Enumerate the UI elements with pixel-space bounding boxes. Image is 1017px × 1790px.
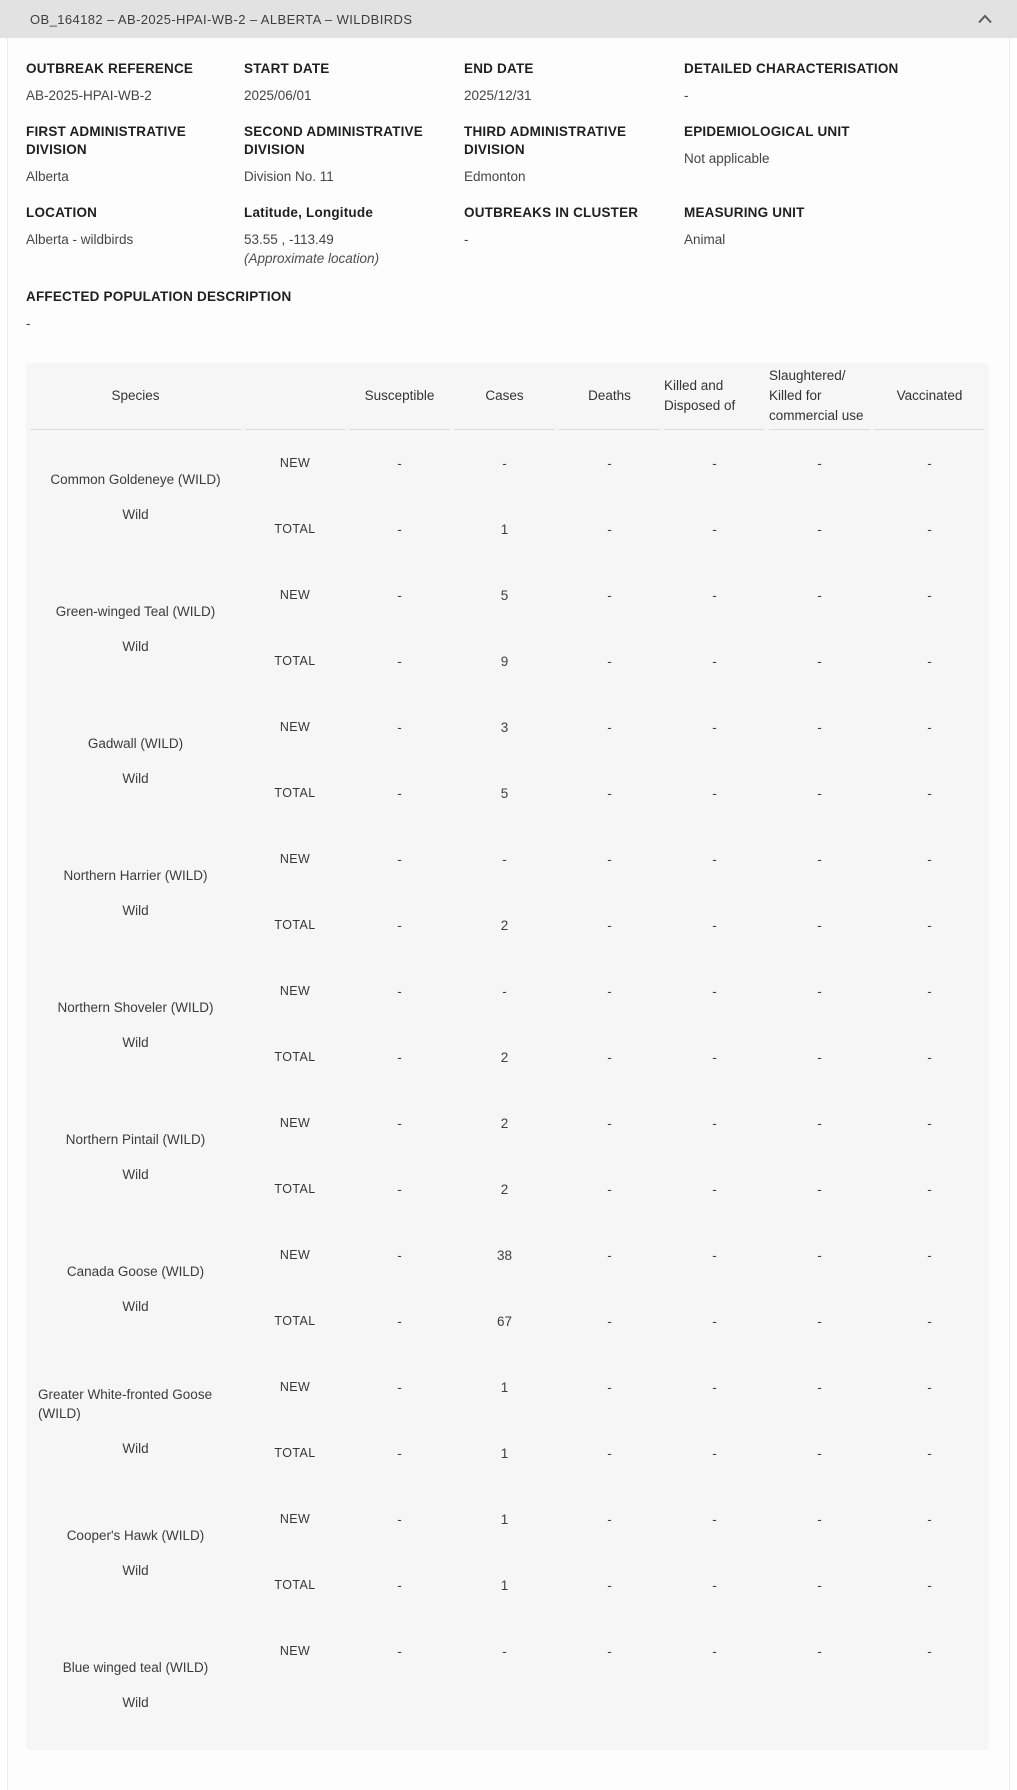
species-name: Northern Shoveler (WILD)	[57, 1000, 214, 1015]
value-cell: -	[397, 1445, 402, 1461]
value-cell: -	[607, 983, 612, 999]
field-label: AFFECTED POPULATION DESCRIPTION	[26, 289, 292, 304]
row-label-new: NEW	[279, 1380, 311, 1394]
column-header-rowtype	[245, 363, 345, 430]
value-cell: -	[927, 455, 932, 471]
species-type: Wild	[122, 771, 149, 786]
value-cell: -	[927, 1445, 932, 1461]
value-cell: -	[397, 653, 402, 669]
value-cell: -	[817, 1181, 822, 1197]
species-row-new	[30, 1486, 985, 1552]
row-label-new: NEW	[279, 720, 311, 734]
value-cell: -	[502, 851, 507, 867]
column-header-deaths: Deaths	[559, 363, 660, 430]
value-cell: -	[927, 917, 932, 933]
value-cell: -	[397, 1049, 402, 1065]
column-header-slaughtered: Slaughtered/ Killed for commercial use	[769, 363, 870, 430]
row-label-new: NEW	[279, 1644, 311, 1658]
species-name: Blue winged teal (WILD)	[62, 1660, 209, 1675]
value-cell: -	[607, 653, 612, 669]
value-cell: -	[817, 1379, 822, 1395]
column-header-killed-disposed: Killed and Disposed of	[664, 363, 765, 430]
species-name: Common Goldeneye (WILD)	[50, 472, 221, 487]
species-type: Wild	[122, 1695, 149, 1710]
field-value: 2025/12/31	[464, 88, 532, 103]
value-cell: -	[607, 917, 612, 933]
value-cell: 2	[500, 1049, 509, 1065]
field-third-admin-division	[464, 123, 684, 186]
species-table-header-row	[30, 363, 985, 430]
value-cell: -	[607, 1643, 612, 1659]
species-row-new	[30, 1222, 985, 1288]
value-cell	[454, 1684, 555, 1750]
field-value: -	[26, 316, 31, 331]
species-name: Northern Pintail (WILD)	[65, 1132, 206, 1147]
value-cell: -	[817, 1577, 822, 1593]
field-value: 53.55 , -113.49	[244, 232, 334, 247]
species-name: Green-winged Teal (WILD)	[55, 604, 216, 619]
value-cell: -	[397, 587, 402, 603]
field-label: OUTBREAKS IN CLUSTER	[464, 205, 639, 220]
field-label: MEASURING UNIT	[684, 205, 805, 220]
row-label-total: TOTAL	[274, 786, 316, 800]
field-label: OUTBREAK REFERENCE	[26, 61, 194, 76]
row-label-new: NEW	[279, 852, 311, 866]
value-cell: -	[712, 1115, 717, 1131]
value-cell: -	[607, 1049, 612, 1065]
value-cell: -	[927, 785, 932, 801]
field-value: -	[684, 88, 689, 103]
value-cell: -	[927, 1379, 932, 1395]
value-cell: -	[817, 521, 822, 537]
value-cell: -	[712, 719, 717, 735]
value-cell: -	[607, 719, 612, 735]
value-cell: -	[817, 983, 822, 999]
value-cell: -	[927, 1577, 932, 1593]
value-cell: -	[607, 1577, 612, 1593]
value-cell: -	[607, 587, 612, 603]
value-cell: -	[607, 1115, 612, 1131]
species-type: Wild	[122, 1167, 149, 1182]
approximate-location-note: (Approximate location)	[244, 251, 380, 266]
field-label: FIRST ADMINISTRATIVE DIVISION	[26, 124, 186, 157]
value-cell: -	[502, 1643, 507, 1659]
value-cell: -	[817, 1247, 822, 1263]
field-outbreak-reference	[26, 60, 244, 105]
value-cell: 1	[500, 1577, 509, 1593]
value-cell: -	[397, 1511, 402, 1527]
value-cell: -	[817, 851, 822, 867]
value-cell: -	[712, 1247, 717, 1263]
field-label: LOCATION	[26, 205, 98, 220]
value-cell: -	[712, 1049, 717, 1065]
value-cell	[874, 1684, 985, 1750]
value-cell: -	[817, 1313, 822, 1329]
field-measuring-unit	[684, 204, 991, 268]
value-cell: -	[607, 1445, 612, 1461]
value-cell: -	[397, 983, 402, 999]
value-cell: -	[712, 587, 717, 603]
value-cell: -	[397, 455, 402, 471]
species-name: Canada Goose (WILD)	[66, 1264, 205, 1279]
value-cell: -	[712, 1379, 717, 1395]
outbreak-fields	[26, 60, 991, 286]
value-cell: 5	[500, 587, 509, 603]
value-cell: -	[397, 1181, 402, 1197]
value-cell: -	[817, 455, 822, 471]
species-cell	[30, 1618, 241, 1750]
species-name: Gadwall (WILD)	[87, 736, 184, 751]
value-cell: 5	[500, 785, 509, 801]
row-label-total: TOTAL	[274, 1446, 316, 1460]
value-cell: -	[397, 1577, 402, 1593]
field-label: DETAILED CHARACTERISATION	[684, 61, 899, 76]
value-cell: -	[397, 1379, 402, 1395]
value-cell: 2	[500, 917, 509, 933]
row-label-total: TOTAL	[274, 654, 316, 668]
value-cell: -	[927, 851, 932, 867]
value-cell: -	[927, 1313, 932, 1329]
field-value: Alberta	[26, 169, 69, 184]
value-cell: -	[397, 1115, 402, 1131]
value-cell: -	[817, 785, 822, 801]
value-cell	[349, 1684, 450, 1750]
species-cell	[30, 562, 241, 694]
value-cell: -	[712, 1643, 717, 1659]
value-cell: -	[397, 917, 402, 933]
value-cell: -	[927, 1115, 932, 1131]
row-label-new: NEW	[279, 1512, 311, 1526]
field-value: -	[464, 232, 469, 247]
value-cell: -	[607, 785, 612, 801]
value-cell: -	[817, 719, 822, 735]
row-label-new: NEW	[279, 984, 311, 998]
value-cell: -	[712, 917, 717, 933]
row-label-total	[245, 1684, 345, 1750]
species-name: Northern Harrier (WILD)	[63, 868, 208, 883]
species-type: Wild	[122, 1035, 149, 1050]
species-cell	[30, 958, 241, 1090]
value-cell: -	[927, 1247, 932, 1263]
value-cell: 1	[500, 1511, 509, 1527]
field-location	[26, 204, 244, 268]
field-outbreaks-in-cluster	[464, 204, 684, 268]
value-cell: -	[817, 917, 822, 933]
column-header-cases: Cases	[454, 363, 555, 430]
species-row-new	[30, 1354, 985, 1420]
value-cell: -	[607, 1247, 612, 1263]
value-cell: -	[817, 1049, 822, 1065]
value-cell: -	[817, 1511, 822, 1527]
species-row-new	[30, 430, 985, 496]
value-cell: -	[712, 1577, 717, 1593]
value-cell: -	[712, 785, 717, 801]
outbreak-title: OB_164182 – AB-2025-HPAI-WB-2 – ALBERTA – WILDBIRDS	[30, 11, 413, 27]
row-label-new: NEW	[279, 1248, 311, 1262]
field-detailed-characterisation	[684, 60, 991, 105]
species-table-card	[26, 363, 991, 1750]
value-cell: 1	[500, 521, 509, 537]
value-cell: -	[712, 1313, 717, 1329]
value-cell: -	[927, 983, 932, 999]
chevron-up-icon[interactable]	[977, 14, 993, 24]
value-cell: -	[712, 521, 717, 537]
value-cell: -	[607, 521, 612, 537]
species-cell	[30, 430, 241, 562]
field-value: Animal	[684, 232, 726, 247]
species-row-new	[30, 1618, 985, 1684]
value-cell: 1	[500, 1379, 509, 1395]
value-cell: 67	[496, 1313, 513, 1329]
field-value: 2025/06/01	[244, 88, 312, 103]
field-value: Alberta - wildbirds	[26, 232, 134, 247]
species-name: Greater White-fronted Goose (WILD)	[38, 1386, 213, 1421]
species-type: Wild	[122, 1440, 149, 1456]
value-cell: -	[817, 587, 822, 603]
row-label-total: TOTAL	[274, 1578, 316, 1592]
species-type: Wild	[122, 507, 149, 522]
field-epidemiological-unit	[684, 123, 991, 186]
field-latitude-longitude	[244, 204, 464, 268]
value-cell: -	[817, 1115, 822, 1131]
column-header-susceptible: Susceptible	[349, 363, 450, 430]
value-cell: -	[927, 587, 932, 603]
value-cell: -	[397, 785, 402, 801]
field-affected-population	[26, 288, 991, 333]
value-cell	[664, 1684, 765, 1750]
row-label-total: TOTAL	[274, 522, 316, 536]
species-row-new	[30, 694, 985, 760]
field-value: Edmonton	[464, 169, 526, 184]
value-cell: -	[607, 1181, 612, 1197]
field-value: Division No. 11	[244, 169, 334, 184]
species-row-new	[30, 1090, 985, 1156]
value-cell: 38	[496, 1247, 513, 1263]
field-label: EPIDEMIOLOGICAL UNIT	[684, 124, 850, 139]
species-type: Wild	[122, 639, 149, 654]
value-cell: -	[927, 653, 932, 669]
field-label: Latitude, Longitude	[244, 205, 374, 220]
field-second-admin-division	[244, 123, 464, 186]
field-label: SECOND ADMINISTRATIVE DIVISION	[244, 124, 423, 157]
value-cell: -	[607, 1511, 612, 1527]
row-label-new: NEW	[279, 588, 311, 602]
value-cell: -	[607, 1313, 612, 1329]
species-type: Wild	[122, 903, 149, 918]
species-cell	[30, 1222, 241, 1354]
value-cell: -	[927, 1643, 932, 1659]
value-cell: -	[712, 983, 717, 999]
row-label-total: TOTAL	[274, 918, 316, 932]
species-table-body	[30, 430, 985, 1750]
value-cell: -	[927, 521, 932, 537]
value-cell: 9	[500, 653, 509, 669]
value-cell: -	[397, 719, 402, 735]
value-cell: -	[397, 1643, 402, 1659]
value-cell: -	[817, 1445, 822, 1461]
value-cell: -	[502, 455, 507, 471]
species-cell	[30, 826, 241, 958]
value-cell: -	[607, 1379, 612, 1395]
field-start-date	[244, 60, 464, 105]
value-cell: -	[712, 1511, 717, 1527]
value-cell: -	[607, 455, 612, 471]
column-header-vaccinated: Vaccinated	[874, 363, 985, 430]
value-cell: -	[817, 653, 822, 669]
field-label: START DATE	[244, 61, 330, 76]
species-row-new	[30, 826, 985, 892]
field-value: Not applicable	[684, 151, 770, 166]
value-cell: -	[712, 455, 717, 471]
row-label-new: NEW	[279, 1116, 311, 1130]
value-cell: 2	[500, 1115, 509, 1131]
species-type: Wild	[122, 1299, 149, 1314]
value-cell	[559, 1684, 660, 1750]
value-cell: -	[927, 1511, 932, 1527]
value-cell: -	[712, 1445, 717, 1461]
value-cell: -	[712, 1181, 717, 1197]
species-cell	[30, 1354, 241, 1486]
value-cell: -	[502, 983, 507, 999]
value-cell: -	[817, 1643, 822, 1659]
species-cell	[30, 1486, 241, 1618]
field-label: THIRD ADMINISTRATIVE DIVISION	[464, 124, 627, 157]
row-label-total: TOTAL	[274, 1050, 316, 1064]
value-cell: 1	[500, 1445, 509, 1461]
value-cell: 2	[500, 1181, 509, 1197]
value-cell	[769, 1684, 870, 1750]
species-cell	[30, 1090, 241, 1222]
outbreak-detail-panel	[7, 38, 1010, 1790]
value-cell: -	[397, 1313, 402, 1329]
row-label-total: TOTAL	[274, 1314, 316, 1328]
value-cell: -	[607, 851, 612, 867]
species-row-new	[30, 958, 985, 1024]
value-cell: -	[927, 719, 932, 735]
row-label-total: TOTAL	[274, 1182, 316, 1196]
value-cell: -	[927, 1181, 932, 1197]
value-cell: -	[397, 521, 402, 537]
value-cell: -	[397, 1247, 402, 1263]
species-table	[26, 363, 989, 1750]
field-first-admin-division	[26, 123, 244, 186]
field-label: END DATE	[464, 61, 534, 76]
row-label-new: NEW	[279, 456, 311, 470]
value-cell: -	[712, 851, 717, 867]
value-cell: 3	[500, 719, 509, 735]
species-row-new	[30, 562, 985, 628]
value-cell: -	[927, 1049, 932, 1065]
species-cell	[30, 694, 241, 826]
value-cell: -	[397, 851, 402, 867]
species-type: Wild	[122, 1563, 149, 1578]
column-header-species: Species	[30, 363, 241, 430]
outbreak-accordion-header[interactable]	[0, 0, 1017, 38]
value-cell: -	[712, 653, 717, 669]
field-value: AB-2025-HPAI-WB-2	[26, 88, 152, 103]
species-name: Cooper's Hawk (WILD)	[66, 1528, 205, 1543]
field-end-date	[464, 60, 684, 105]
